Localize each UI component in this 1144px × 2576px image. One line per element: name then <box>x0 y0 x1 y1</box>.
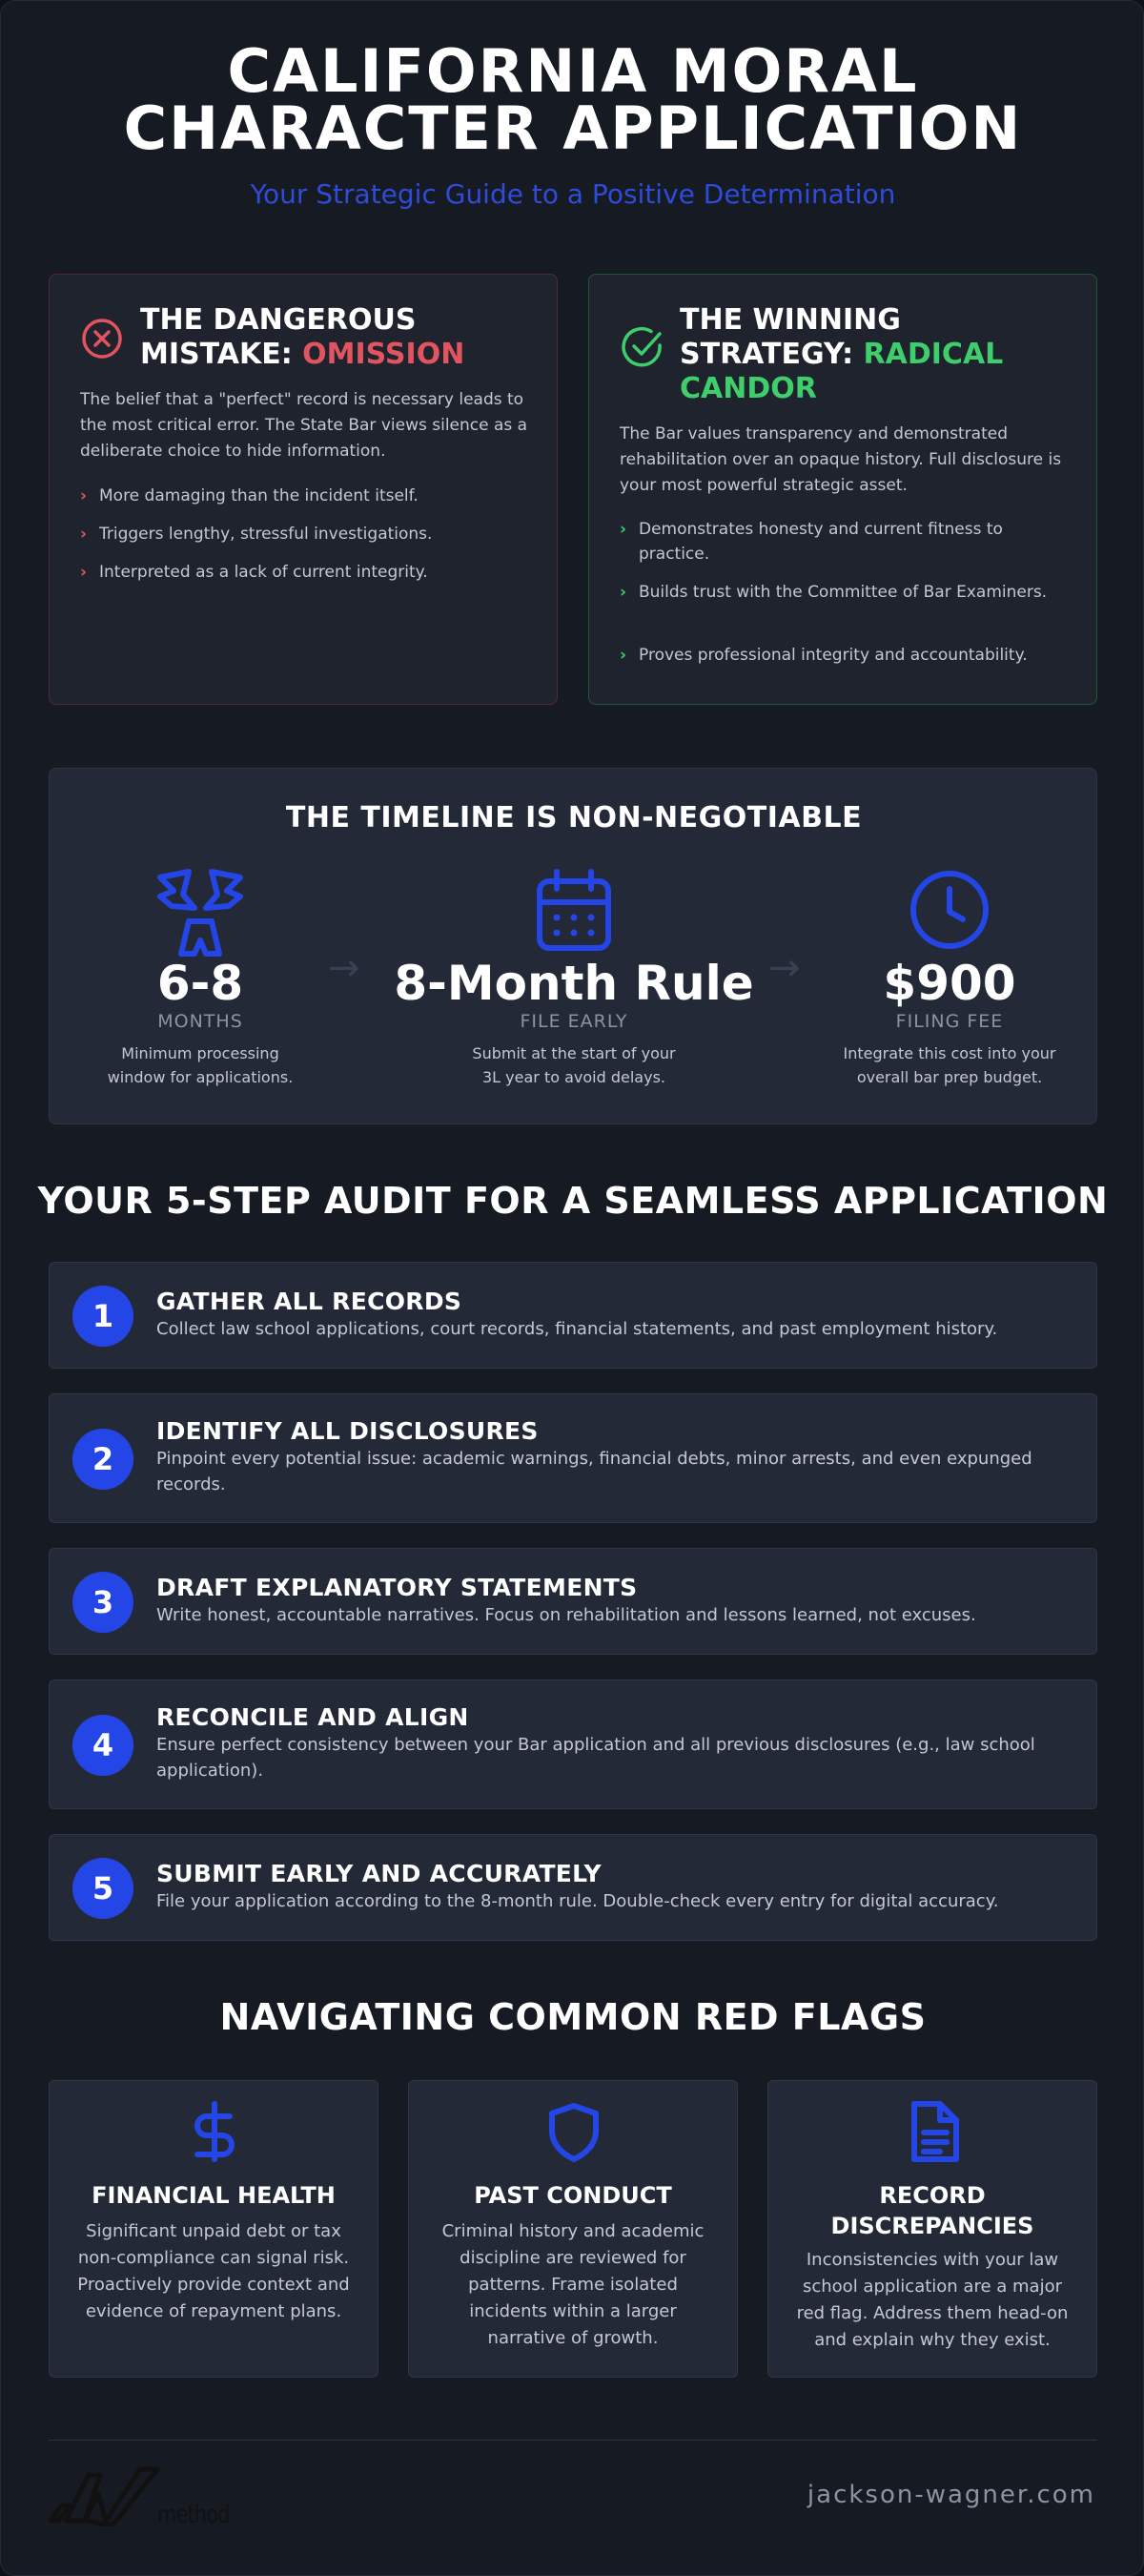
title-line-1: CALIFORNIA MORAL <box>227 36 919 106</box>
step-title: IDENTIFY ALL DISCLOSURES <box>156 1417 539 1445</box>
red-flag-description: Significant unpaid debt or tax non-compliance can signal risk. Proactively provide context and evidence of repayment plans. <box>77 2221 350 2321</box>
mistake-body: The belief that a "perfect" record is necessary leads to the most critical error. The State Bar views silence as a deliberate choice to hide information. <box>80 390 528 461</box>
strategy-heading: THE WINNING STRATEGY: RADICAL CANDOR <box>680 303 1080 406</box>
strategy-highlight: CANDOR <box>680 372 817 405</box>
strategy-body: The Bar values transparency and demonstrated rehabilitation over an opaque history. Full disclosure is your most powerful strategic asset. <box>620 424 1062 495</box>
step-description: Collect law school applications, court records, financial statements, and past employment history. <box>156 1319 998 1339</box>
clock-icon <box>908 868 991 952</box>
mistake-bullet: › Triggers lengthy, stressful investigations. <box>80 525 433 544</box>
hourglass-icon <box>153 868 248 958</box>
document-icon <box>768 2100 1098 2163</box>
red-flag-card <box>408 2080 738 2378</box>
timeline-unit: FILING FEE <box>895 1011 1004 1032</box>
step-number: 4 <box>72 1715 133 1776</box>
red-flag-title: RECORD DISCREPANCIES <box>830 2182 1034 2239</box>
red-flag-description: Criminal history and academic discipline are reviewed for patterns. Frame isolated incidents within a larger narrative of growth. <box>441 2221 705 2348</box>
logo-wordmark: method <box>157 2501 230 2529</box>
red-flag-card <box>767 2080 1097 2378</box>
red-flags-title: NAVIGATING COMMON RED FLAGS <box>219 1996 927 2038</box>
timeline-value: 8-Month Rule <box>394 956 754 1011</box>
step-number: 2 <box>72 1429 133 1490</box>
strategy-card <box>588 274 1097 705</box>
website-link[interactable]: jackson-wagner.com <box>807 2481 1095 2509</box>
page-subtitle: Your Strategic Guide to a Positive Determination <box>250 178 896 210</box>
dollar-icon <box>50 2100 379 2163</box>
arrow-right-icon: → <box>768 946 801 990</box>
strategy-bullet: › Builds trust with the Committee of Bar Examiners. <box>620 583 1048 602</box>
title-line-2: CHARACTER APPLICATION <box>123 93 1023 163</box>
timeline-card <box>49 768 1097 1124</box>
timeline-value: 6-8 <box>156 956 244 1011</box>
mistake-bullet: › Interpreted as a lack of current integrity. <box>80 563 428 582</box>
audit-step <box>49 1548 1097 1655</box>
timeline-unit: FILE EARLY <box>520 1011 628 1032</box>
step-title: SUBMIT EARLY AND ACCURATELY <box>156 1860 602 1887</box>
timeline-item <box>88 958 313 1089</box>
step-number: 1 <box>72 1286 133 1347</box>
red-flag-description: Inconsistencies with your law school application are a major red flag. Address them head-on and explain why they exist. <box>796 2250 1069 2350</box>
audit-step <box>49 1680 1097 1809</box>
strategy-bullet: › Proves professional integrity and accountability. <box>620 646 1028 665</box>
timeline-item <box>374 958 774 1089</box>
audit-step <box>49 1834 1097 1941</box>
red-flag-card <box>49 2080 378 2378</box>
audit-title: YOUR 5-STEP AUDIT FOR A SEAMLESS APPLICATION <box>37 1180 1109 1222</box>
step-title: RECONCILE AND ALIGN <box>156 1703 469 1731</box>
step-description: Pinpoint every potential issue: academic warnings, financial debts, minor arrests, and even expunged records. <box>156 1449 1032 1494</box>
timeline-item <box>833 958 1066 1089</box>
step-title: GATHER ALL RECORDS <box>156 1288 462 1315</box>
step-number: 3 <box>72 1572 133 1633</box>
red-flag-title: FINANCIAL HEALTH <box>92 2182 336 2209</box>
mistake-heading: THE DANGEROUS MISTAKE: OMISSION <box>140 303 465 371</box>
step-description: File your application according to the 8-month rule. Double-check every entry for digital accuracy. <box>156 1891 999 1911</box>
timeline-note: Minimum processing window for applications. <box>107 1044 294 1086</box>
step-description: Write honest, accountable narratives. Focus on rehabilitation and lessons learned, not excuses. <box>156 1605 976 1625</box>
timeline-unit: MONTHS <box>157 1011 243 1032</box>
calendar-icon <box>534 868 614 952</box>
mistake-highlight: OMISSION <box>302 338 465 371</box>
timeline-note: Integrate this cost into your overall bar prep budget. <box>843 1044 1056 1086</box>
step-title: DRAFT EXPLANATORY STATEMENTS <box>156 1574 638 1601</box>
timeline-note: Submit at the start of your 3L year to avoid delays. <box>472 1044 676 1086</box>
step-number: 5 <box>72 1858 133 1919</box>
x-circle-icon <box>80 317 124 361</box>
check-circle-icon <box>620 324 665 370</box>
step-description: Ensure perfect consistency between your Bar application and all previous disclosures (e.g., law school application). <box>156 1735 1035 1781</box>
page-title <box>1 36 1144 163</box>
audit-step <box>49 1262 1097 1369</box>
strategy-bullet: › Demonstrates honesty and current fitness to practice. <box>620 520 1003 564</box>
mistake-card <box>49 274 558 705</box>
red-flag-title: PAST CONDUCT <box>474 2182 672 2209</box>
arrow-right-icon: → <box>328 946 360 990</box>
shield-icon <box>409 2100 739 2163</box>
mistake-bullet: › More damaging than the incident itself. <box>80 486 419 505</box>
audit-step <box>49 1393 1097 1523</box>
timeline-title: THE TIMELINE IS NON-NEGOTIABLE <box>285 801 863 835</box>
footer-divider <box>49 2440 1097 2441</box>
jw-logo-icon <box>49 2465 161 2526</box>
timeline-value: $900 <box>883 956 1016 1011</box>
